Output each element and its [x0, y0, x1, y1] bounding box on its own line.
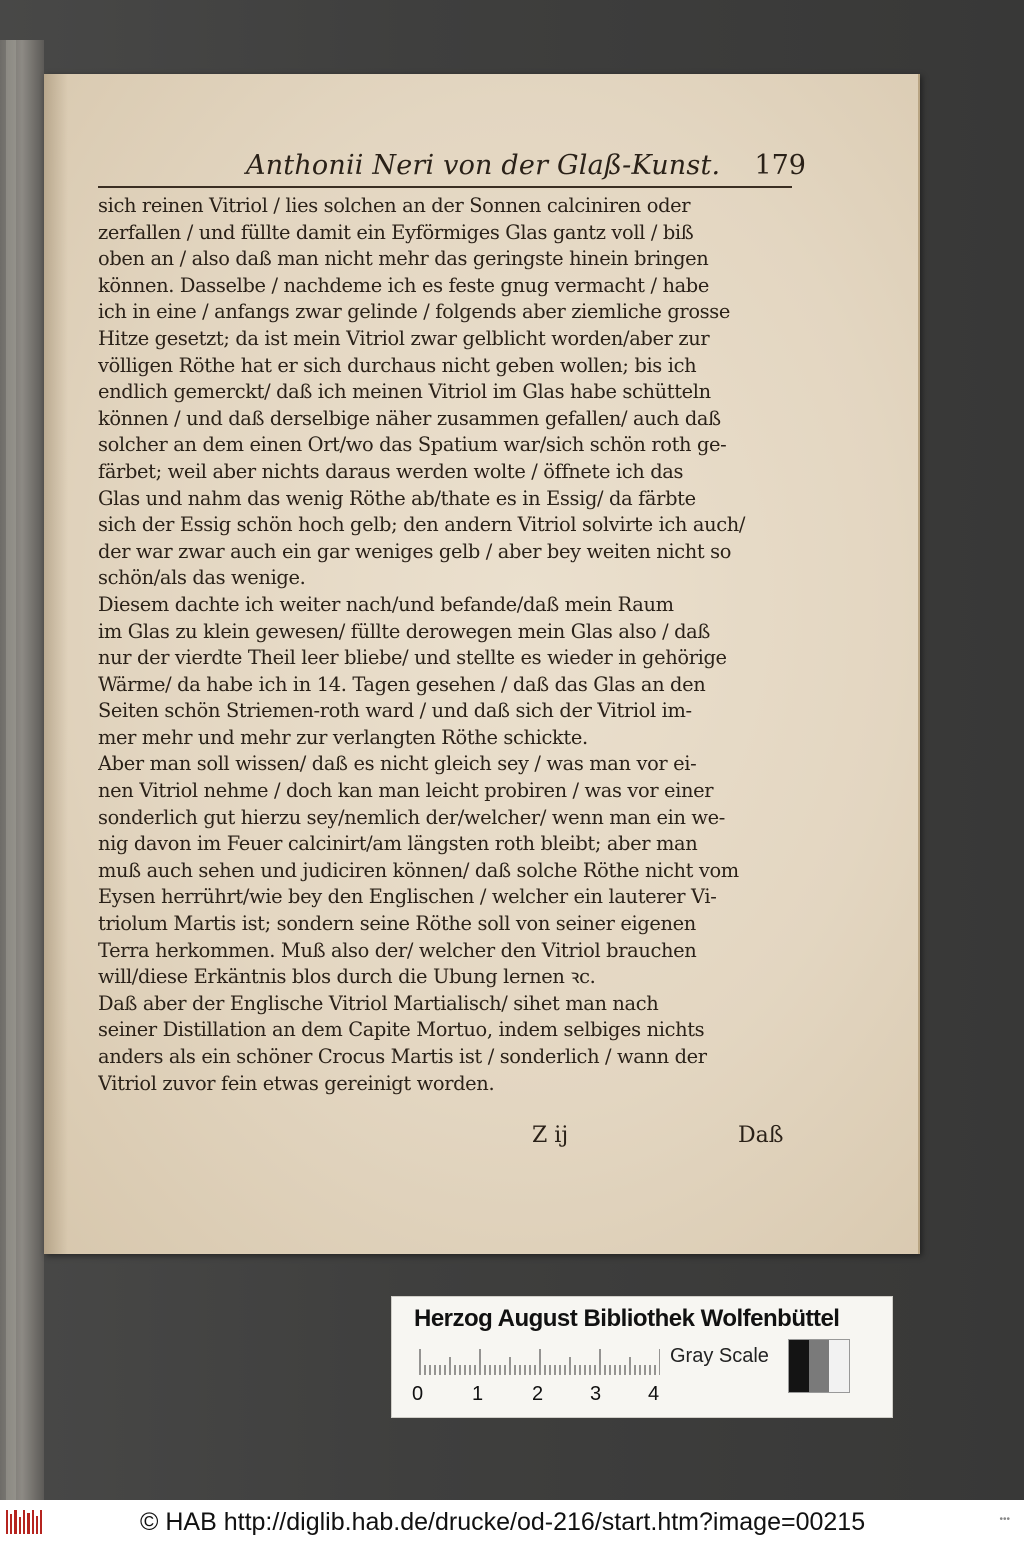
text-line: oben an / also daß man nicht mehr das geringste hinein bringen [98, 247, 709, 271]
text-line: können. Dasselbe / nachdeme ich es feste gnug vermacht / habe [98, 273, 709, 297]
text-line: Daß aber der Englische Vitriol Martialisch/ sihet man nach [98, 991, 659, 1015]
text-line: färbet; weil aber nichts daraus werden wolte / öffnete ich das [98, 459, 684, 483]
text-line: nen Vitriol nehme / doch kan man leicht probiren / was vor einer [98, 779, 714, 803]
text-line: Glas und nahm das wenig Röthe ab/thate es in Essig/ da färbte [98, 486, 696, 510]
text-line: schön/als das wenige. [98, 566, 306, 590]
text-line: Vitriol zuvor fein etwas gereinigt worden. [98, 1071, 495, 1095]
scale-number-3: 3 [590, 1383, 602, 1405]
text-line: Seiten schön Striemen-roth ward / und daß sich der Vitriol im- [98, 699, 692, 723]
page-body-text [98, 193, 798, 1097]
text-line: triolum Martis ist; sondern seine Röthe soll von seiner eigenen [98, 912, 696, 936]
text-line: nig davon im Feuer calcinirt/am längsten roth bleibt; aber man [98, 832, 698, 856]
text-line: sonderlich gut hierzu sey/nemlich der/welcher/ wenn man ein we- [98, 805, 725, 829]
head-rule [98, 186, 792, 188]
institution-name: Herzog August Bibliothek Wolfenbüttel [414, 1305, 840, 1332]
text-line: Diesem dachte ich weiter nach/und befande/daß mein Raum [98, 592, 674, 616]
text-line: endlich gemerckt/ daß ich meinen Vitriol im Glas habe schütteln [98, 380, 711, 404]
swatch-gray [809, 1340, 829, 1392]
text-line: nur der vierdte Theil leer bliebe/ und stellte es wieder in gehörige [98, 646, 727, 670]
text-line: mer mehr und mehr zur verlangten Röthe schickte. [98, 725, 588, 749]
text-line: zerfallen / und füllte damit ein Eyförmiges Glas gantz voll / biß [98, 220, 694, 244]
text-line: Aber man soll wissen/ daß es nicht gleich sey / was man vor ei- [98, 752, 697, 776]
page-number: 179 [754, 150, 806, 181]
text-line: sich der Essig schön hoch gelb; den andern Vitriol solvirte ich auch/ [98, 513, 746, 537]
text-line: anders als ein schöner Crocus Martis ist / sonderlich / wann der [98, 1045, 707, 1068]
gray-swatches [788, 1339, 850, 1393]
running-head-title: Anthonii Neri von der Glaß-Kunst. [246, 150, 721, 181]
text-line: Terra herkommen. Muß also der/ welcher den Vitriol brauchen [98, 938, 697, 962]
scale-number-0: 0 [412, 1383, 424, 1405]
footer-dots-icon: ••• [999, 1514, 1010, 1525]
scale-number-2: 2 [532, 1383, 544, 1405]
text-line: Hitze gesetzt; da ist mein Vitriol zwar gelblicht worden/aber zur [98, 326, 710, 350]
gray-scale-label: Gray Scale [670, 1345, 769, 1367]
color-scale-card [391, 1296, 893, 1418]
swatch-black [789, 1340, 809, 1392]
catchword: Daß [738, 1123, 784, 1148]
facing-page-edge [0, 40, 44, 1500]
text-line: solcher an dem einen Ort/wo das Spatium war/sich schön roth ge- [98, 433, 727, 457]
text-line: sich reinen Vitriol / lies solchen an der Sonnen calciniren oder [98, 194, 691, 217]
swatch-white [829, 1340, 849, 1392]
text-line: ich in eine / anfangs zwar gelinde / folgends aber ziemliche grosse [98, 300, 730, 324]
library-logo-icon [6, 1508, 42, 1536]
text-line: völligen Röthe hat er sich durchaus nicht geben wollen; bis ich [98, 353, 697, 377]
ruler-scale [418, 1349, 660, 1375]
copyright-url: © HAB http://diglib.hab.de/drucke/od-216/start.htm?image=00215 [140, 1508, 866, 1536]
running-head [246, 150, 806, 184]
text-line: Eysen herrührt/wie bey den Englischen / welcher ein lauterer Vi- [98, 885, 717, 909]
text-line: muß auch sehen und judiciren können/ daß solche Röthe nicht vom [98, 858, 739, 882]
scale-number-1: 1 [472, 1383, 484, 1405]
text-line: Wärme/ da habe ich in 14. Tagen gesehen / daß das Glas an den [98, 672, 706, 696]
text-line: im Glas zu klein gewesen/ füllte derowegen mein Glas also / daß [98, 619, 710, 643]
text-line: der war zwar auch ein gar weniges gelb / aber bey weiten nicht so [98, 539, 732, 563]
text-line: will/diese Erkäntnis blos durch die Ubung lernen ꝛc. [98, 965, 596, 989]
text-line: seiner Distillation an dem Capite Mortuo, indem selbiges nichts [98, 1018, 705, 1042]
signature-mark: Z ij [532, 1123, 569, 1148]
text-line: können / und daß derselbige näher zusammen gefallen/ auch daß [98, 406, 721, 430]
scale-number-4: 4 [648, 1383, 660, 1405]
viewer-footer [0, 1500, 1024, 1544]
